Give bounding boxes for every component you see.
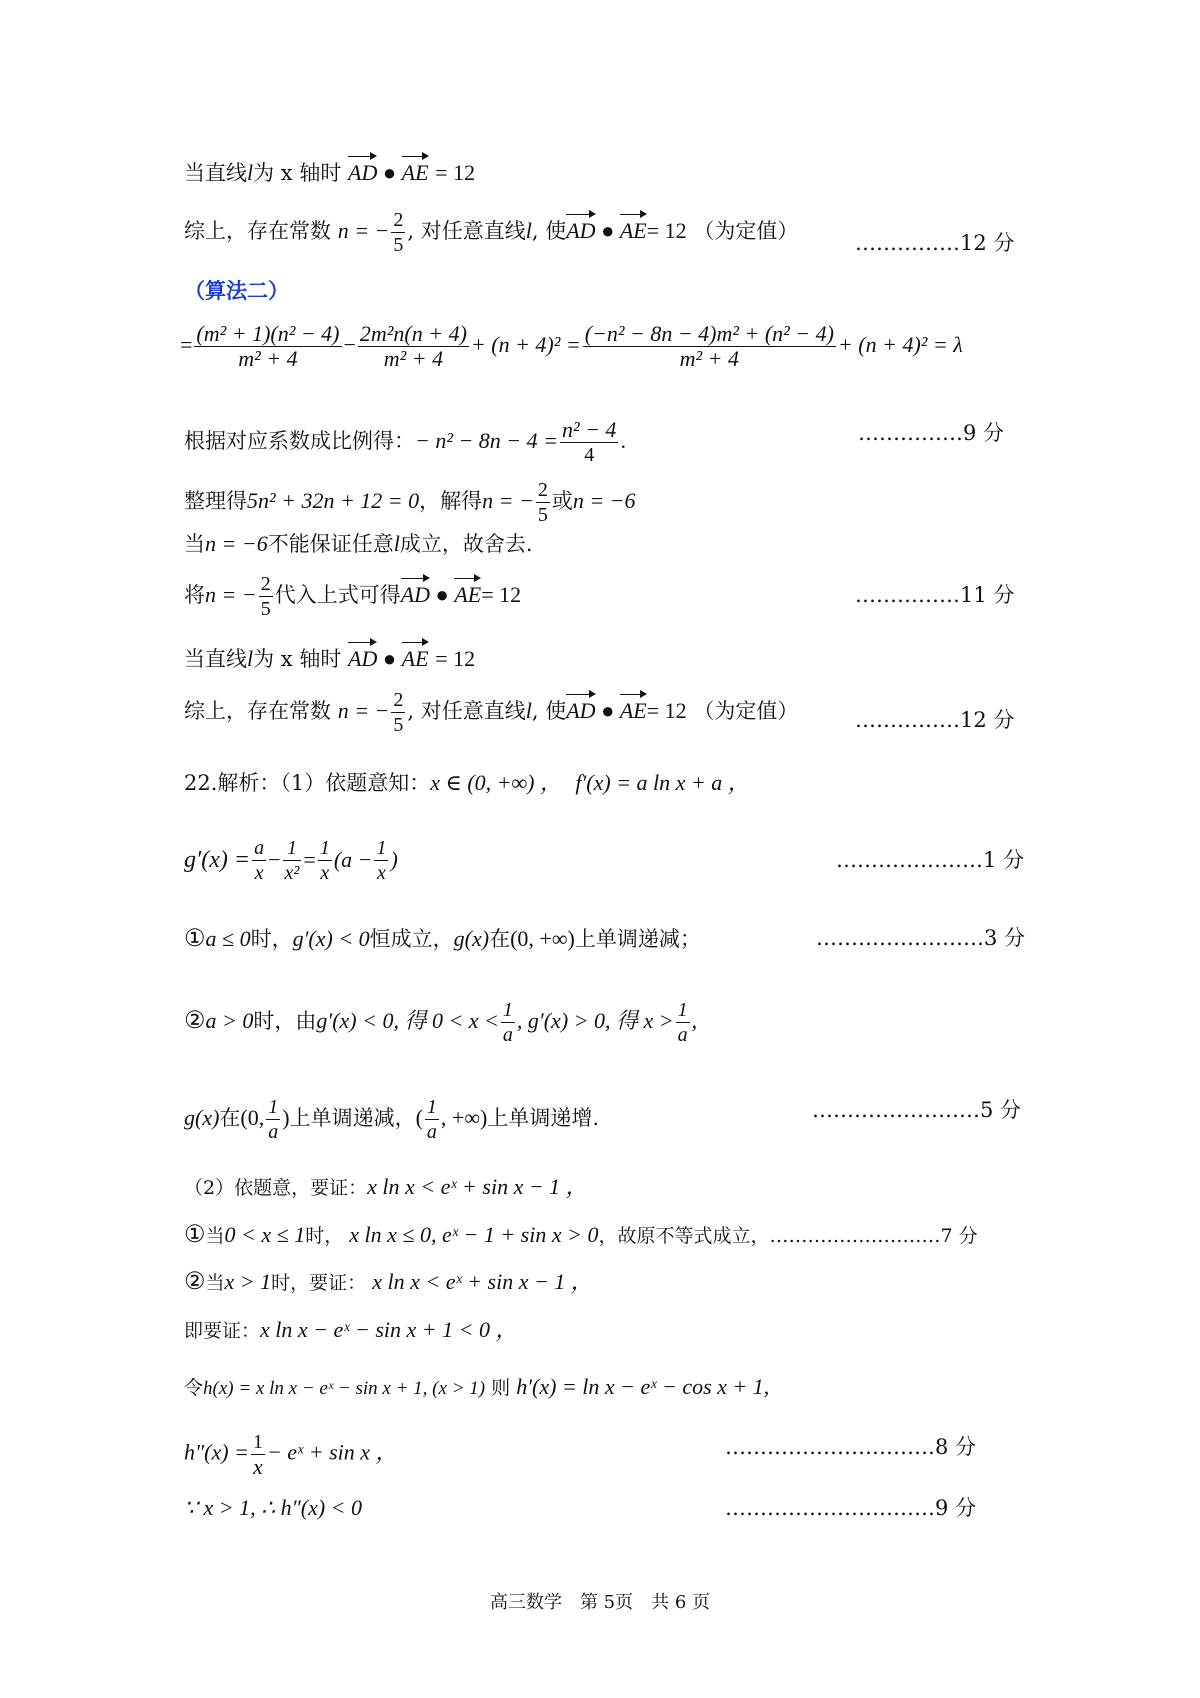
line-x-axis-2: [184, 638, 475, 674]
equation: − n² − 8n − 4 =: [415, 428, 558, 453]
den: 4: [584, 444, 595, 466]
fraction: $\frac{1}{x}$: [319, 837, 330, 884]
g: g(x): [453, 926, 490, 951]
var-l: l: [525, 218, 532, 243]
fraction: $\frac{1}{a}$: [502, 999, 513, 1046]
derivative-f: f′(x) = a ln x + a ，: [575, 770, 750, 795]
math: h′(x) = ln x − eˣ − cos x + 1,: [516, 1374, 770, 1399]
text: , 对任意直线: [407, 699, 526, 723]
fraction: $\frac{1}{a}$: [426, 1096, 437, 1143]
line-coefficient-ratio: [184, 418, 626, 467]
text: , 使: [531, 219, 567, 243]
fraction: $\frac{1}{x}$: [376, 837, 387, 884]
den: 5: [393, 234, 404, 256]
minus: −: [343, 332, 356, 357]
equation: = 12: [435, 160, 476, 185]
eq-n: n = −: [337, 218, 390, 243]
period: .: [620, 428, 626, 453]
line-part-2: [184, 1172, 588, 1203]
note: （为定值）: [693, 699, 799, 723]
math: x ln x − eˣ − sin x + 1 < 0 ，: [260, 1317, 518, 1342]
line-case-1: [184, 923, 701, 954]
vector-AE: AE: [620, 210, 647, 246]
text: 时，由: [253, 1009, 317, 1033]
vector-AD: AD: [401, 574, 430, 610]
text: 时，: [250, 927, 293, 951]
fraction-3: [583, 322, 836, 371]
eq-n: n = −: [337, 698, 390, 723]
score-9b: …………………………9 分: [725, 1496, 977, 1520]
num: (−n² − 8n − 4)m² + (n² − 4): [584, 321, 834, 346]
equation: n = −: [482, 488, 534, 513]
line-define-h: [184, 1372, 769, 1404]
text: 时，: [305, 1225, 344, 1247]
equation: = 12: [435, 646, 476, 671]
page-footer: 高三数学 第 5页 共 6 页: [489, 1592, 711, 1613]
num: 2: [393, 209, 404, 231]
text: 即要证：: [184, 1320, 261, 1342]
text: 当: [205, 1225, 225, 1247]
fraction: [391, 688, 405, 737]
den: 5: [260, 598, 271, 620]
interval: (0, +∞): [510, 926, 575, 951]
text: 为 x 轴时: [253, 161, 342, 185]
num: n² − 4: [561, 417, 617, 442]
text: 恒成立，: [369, 927, 454, 951]
num: 2: [393, 689, 404, 711]
var-l: l: [247, 160, 254, 185]
line-g-derivative: g′(x) = $\frac{a}{x}$ − $\frac{1}{\text{x²}}$ = $\frac{1}{x}$ (a − $\frac{1}{x}$ ): [184, 837, 398, 884]
math: h(x) = x ln x − eˣ − sin x + 1, (x > 1): [203, 1378, 486, 1399]
score-11: ……………11 分: [855, 583, 1015, 607]
vector-AE: AE: [454, 574, 481, 610]
line-expansion: [180, 322, 963, 371]
circle-2: ②: [184, 1006, 206, 1034]
text: 或: [551, 489, 573, 513]
text: 上单调递减；: [574, 927, 701, 951]
den: 5: [537, 504, 548, 526]
text: 为 x 轴时: [253, 647, 342, 671]
text: 不能保证任意: [267, 532, 394, 556]
text: 综上，存在常数: [184, 699, 331, 723]
text: 在: [489, 927, 511, 951]
math: x ln x ≤ 0, eˣ − 1 + sin x > 0: [349, 1222, 599, 1247]
score-5: ……………………5 分: [812, 1098, 1022, 1122]
den: m² + 4: [679, 346, 739, 371]
fraction: $\frac{1}{x}$: [252, 1431, 263, 1479]
line-case-2: ②a > 0时，由g′(x) < 0, 得 0 < x < $\frac{1}{a}$ , g′(x) > 0, 得 x > $\frac{1}{a}$ ,: [184, 999, 698, 1046]
vector-AD: AD: [566, 690, 595, 726]
dot-op: ●: [377, 160, 402, 185]
text: 整理得: [184, 489, 247, 513]
question-22-header: [184, 768, 750, 798]
line-solve-n: [184, 478, 636, 527]
math: x > 1: [224, 1269, 272, 1294]
cond: a > 0: [205, 1008, 254, 1033]
dot-op: ●: [595, 218, 620, 243]
text: （2）依题意，要证：: [184, 1177, 368, 1199]
text: 综上，存在常数: [184, 219, 331, 243]
text: 当直线: [184, 647, 247, 671]
equation: = 12: [481, 582, 522, 607]
fraction: [536, 478, 550, 527]
equation: n = −6: [205, 531, 268, 556]
fraction: [391, 208, 405, 257]
vector-AD: AD: [348, 638, 377, 674]
num: 2m²n(n + 4): [359, 321, 467, 346]
text: 在: [219, 1106, 241, 1130]
fraction: $\frac{1}{a}$: [268, 1096, 279, 1143]
score-1: …………………1 分: [836, 848, 1025, 872]
text: 时，要证：: [271, 1272, 367, 1294]
math: − eˣ + sin x ，: [266, 1439, 398, 1465]
circle-1: ①: [184, 1220, 206, 1248]
dot-op: ●: [430, 582, 455, 607]
text: 当: [184, 532, 205, 556]
math: , g′(x) > 0, 得 x >: [516, 1008, 674, 1033]
method-two-heading: （算法二）: [184, 278, 289, 303]
text: 将: [184, 583, 205, 607]
num: 2: [537, 479, 548, 501]
den: m² + 4: [238, 346, 298, 371]
dot-op: ●: [595, 698, 620, 723]
text: 则: [491, 1377, 511, 1399]
line-discard: [184, 529, 533, 559]
num: (m² + 1)(n² − 4): [196, 321, 340, 346]
ineq: g′(x) < 0: [292, 926, 370, 951]
math: ∵ x > 1, ∴ h″(x) < 0: [184, 1495, 363, 1520]
eq-n: n = −: [205, 582, 257, 607]
text: 代入上式可得: [274, 583, 401, 607]
cond: a ≤ 0: [205, 926, 251, 951]
text: 根据对应系数成比例得：: [184, 429, 415, 453]
text: 令: [184, 1377, 204, 1399]
text: 当直线: [184, 161, 247, 185]
line-x-axis-1: [184, 152, 475, 188]
num: 2: [260, 573, 271, 595]
line-to-prove: [184, 1315, 517, 1346]
text: 成立，故舍去.: [399, 532, 533, 556]
math: 0 < x ≤ 1: [224, 1222, 306, 1247]
vector-AE: AE: [402, 152, 429, 188]
vector-AE: AE: [402, 638, 429, 674]
dot-op: ●: [377, 646, 402, 671]
score-8: …………………………8 分: [725, 1435, 977, 1459]
text: , 对任意直线: [407, 219, 526, 243]
text: 上单调递增.: [487, 1106, 600, 1130]
equation: = 12: [646, 218, 687, 243]
g-prime: g′(x) =: [184, 847, 251, 873]
var-l: l: [247, 646, 254, 671]
line-sub-1: [184, 1219, 978, 1251]
score-12: ……………12 分: [855, 231, 1015, 255]
fraction: $\frac{a}{x}$: [254, 837, 265, 884]
score-3: ……………………3 分: [816, 926, 1026, 950]
score-9: ……………9 分: [858, 421, 1005, 445]
text: 上单调递减，: [289, 1106, 416, 1130]
line-monotonic: g(x)在(0, $\frac{1}{a}$ )上单调递减，( $\frac{1}{a}$ , +∞)上单调递增.: [184, 1096, 600, 1143]
equation: n = −6: [572, 488, 636, 513]
den: m² + 4: [383, 346, 444, 371]
line-substitute: [184, 572, 521, 621]
h-double-prime: h″(x) =: [184, 1439, 249, 1465]
var-l: l: [525, 698, 532, 723]
note: （为定值）: [693, 219, 799, 243]
mid-expr: + (n + 4)² =: [470, 332, 581, 357]
equation: = 12: [646, 698, 687, 723]
line-h-second: [184, 1430, 398, 1479]
fraction-2: [358, 322, 469, 371]
text: 22.解析：（1）依题意知：: [184, 771, 431, 795]
var-l: l: [393, 531, 400, 556]
math: x ln x < eˣ + sin x − 1 ，: [372, 1269, 593, 1294]
fraction: [560, 418, 618, 467]
vector-AD: AD: [348, 152, 377, 188]
vector-AE: AE: [620, 690, 647, 726]
domain: x ∈ (0, +∞) ，: [430, 770, 562, 795]
text: 当: [205, 1272, 225, 1294]
score-7: ………………………7 分: [769, 1225, 978, 1247]
line-conclusion-2: [184, 688, 798, 737]
vector-AD: AD: [566, 210, 595, 246]
equation: 5n² + 32n + 12 = 0: [247, 488, 420, 513]
math: g′(x) < 0, 得 0 < x <: [316, 1008, 499, 1033]
math: x ln x < eˣ + sin x − 1 ，: [367, 1174, 588, 1199]
tail-expr: + (n + 4)² = λ: [837, 332, 963, 357]
fraction: $\frac{1}{a}$: [677, 999, 688, 1046]
fraction: $\frac{1}{\text{x²}}$: [284, 837, 300, 884]
line-sub-2: [184, 1266, 593, 1298]
text: , 使: [531, 699, 567, 723]
circle-1: ①: [184, 924, 206, 952]
line-since: [184, 1493, 362, 1523]
text: ，解得: [419, 489, 483, 513]
score-12b: ……………12 分: [855, 708, 1015, 732]
text: ，故原不等式成立，: [598, 1225, 770, 1247]
fraction-1: [194, 322, 341, 371]
den: 5: [393, 714, 404, 736]
line-conclusion-1: [184, 208, 798, 257]
circle-2: ②: [184, 1267, 206, 1295]
equals: =: [180, 332, 193, 357]
g: g(x): [184, 1105, 220, 1130]
fraction: [259, 572, 273, 621]
